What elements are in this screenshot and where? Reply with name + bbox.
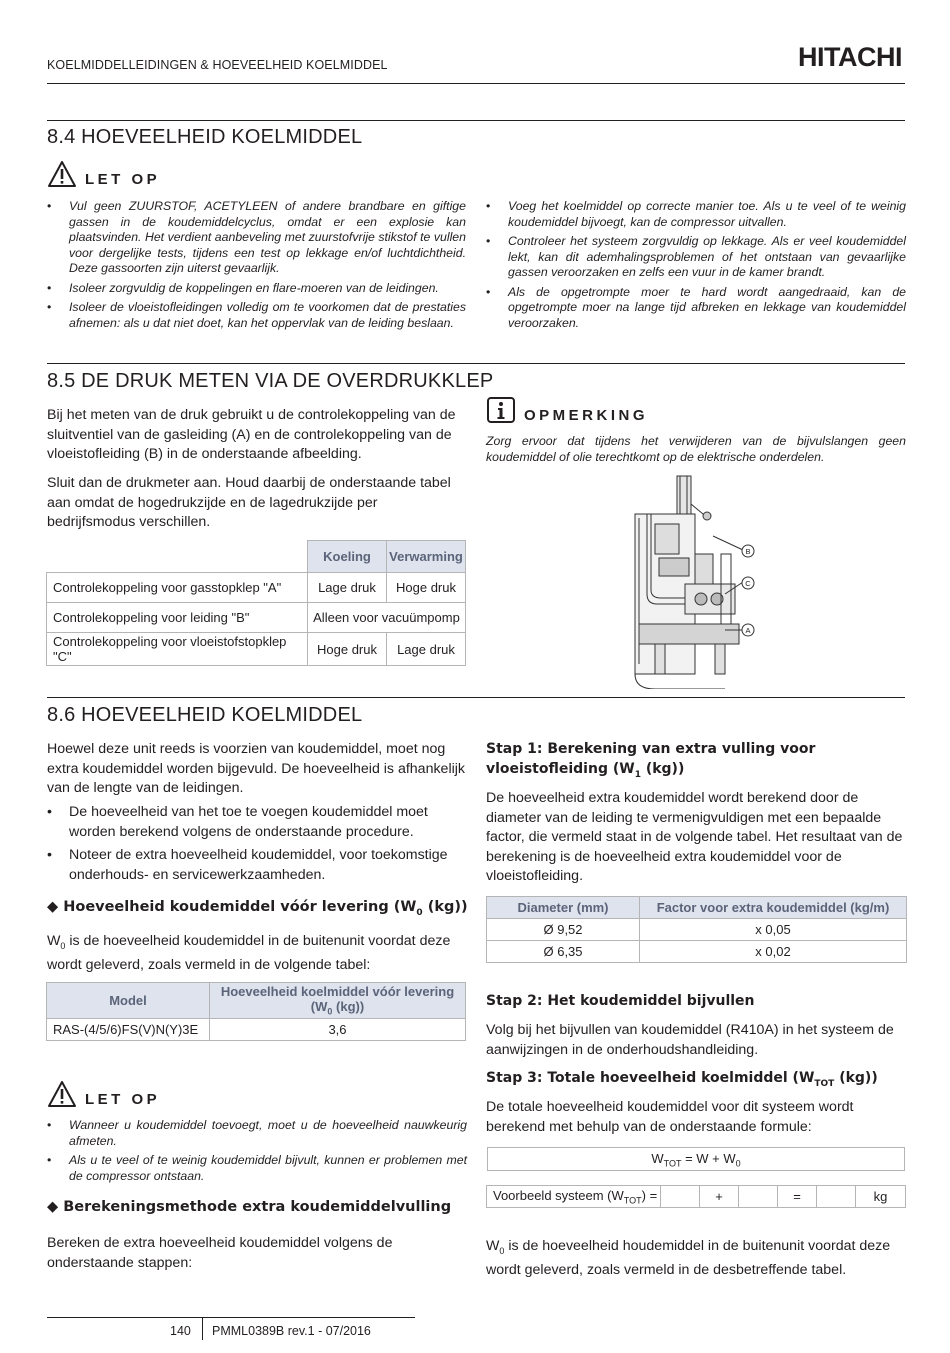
valve-diagram xyxy=(625,474,765,689)
table-header: Hoeveelheid koelmiddel vóór levering ($W_0$ (kg)) xyxy=(210,983,466,1019)
pressure-table xyxy=(46,540,466,666)
table-row xyxy=(47,633,466,666)
table-header: Diameter (mm) xyxy=(487,897,640,919)
warning-list xyxy=(47,1118,467,1188)
list-item: • Noteer de extra hoeveelheid koudemiddel, voor toekomstige onderhouds- en servicewerkzaamheden. xyxy=(47,846,467,885)
paragraph: Hoewel deze unit reeds is voorzien van koudemiddel, moet nog extra koudemiddel worden bijgevuld. De hoeveelheid is afhankelijk van de lengte van de leidingen. xyxy=(47,741,465,796)
method-heading: ◆ Berekeningsmethode extra koudemiddelvulling xyxy=(47,1199,452,1215)
list-item: • Als de opgetrompte moer te hard wordt aangedraaid, kan de opgetrompte moer na lange tijd afbreken en lekkage van koudemiddel veroorzaken. xyxy=(486,285,906,332)
table-row xyxy=(47,1019,466,1041)
footer-rule xyxy=(47,1317,415,1318)
table-cell: RAS-(4/5/6)FS(V)N(Y)3E xyxy=(47,1019,210,1041)
diamond-icon: ◆ xyxy=(47,1199,59,1215)
paragraph: Volg bij het bijvullen van koudemiddel (R410A) in het systeem de aanwijzingen in de onderhoudshandleiding. xyxy=(486,1022,894,1058)
section-title-8-4: 8.4 HOEVEELHEID KOELMIDDEL xyxy=(47,126,363,148)
blank-cell[interactable] xyxy=(661,1186,700,1208)
header-title: KOELMIDDELLEIDINGEN & HOEVEELHEID KOELMIDDEL xyxy=(47,58,388,72)
page-number: 140 xyxy=(170,1324,191,1338)
list-item: • Als u te veel of te weinig koudemiddel bijvult, kunnen er problemen met de compressor ontstaan. xyxy=(47,1153,467,1184)
table-cell: = xyxy=(778,1186,817,1208)
warning-triangle-icon xyxy=(47,1080,77,1108)
table-cell: Alleen voor vacuümpomp xyxy=(308,603,466,633)
table-cell: Hoge druk xyxy=(308,633,387,666)
warning-list-right xyxy=(486,199,906,335)
table-cell: Lage druk xyxy=(387,633,466,666)
w0-heading: ◆ Hoeveelheid koudemiddel vóór levering ($W_0$ (kg)) xyxy=(47,899,468,918)
info-icon xyxy=(486,396,516,424)
table-cell: x 0,02 xyxy=(640,941,907,963)
list-item: • Vul geen ZUURSTOF, ACETYLEEN of andere brandbare en giftige gassen in de koudemiddelcyclus, omdat er een explosie kan plaatsvinden. Het verdient aanbeveling met zuurstofvrije stikstof te vullen voor dergelijke tests, tijdens een test op lekkage en/of luchtdichtheid. Deze gassoorten zijn uiterst gevaarlijk. xyxy=(47,199,466,277)
list-item: • Isoleer de vloeistofleidingen volledig om te voorkomen dat de prestaties afnemen: als u dat niet doet, kan het oppervlak van de leiding beslaan. xyxy=(47,300,466,331)
table-cell: Ø 6,35 xyxy=(487,941,640,963)
blank-cell[interactable] xyxy=(739,1186,778,1208)
example-table xyxy=(486,1185,906,1208)
formula-box: $W_{TOT} = W + W_0$ xyxy=(487,1147,905,1171)
paragraph: $W_0$ is de hoeveelheid koudemiddel in de buitenunit voordat deze wordt geleverd, zoals vermeld in de volgende tabel: xyxy=(47,933,451,974)
table-cell: Voorbeeld systeem $(W_{TOT})$ = xyxy=(487,1186,661,1208)
figure-label-b: B xyxy=(745,547,751,556)
table-row xyxy=(487,941,907,963)
warning-header xyxy=(47,160,160,188)
table-cell: Controlekoppeling voor gasstopklep "A" xyxy=(47,573,308,603)
warning-header xyxy=(47,1080,160,1108)
list-item: • Isoleer zorgvuldig de koppelingen en flare-moeren van de leidingen. xyxy=(47,281,466,297)
bullet-list xyxy=(47,803,467,889)
table-row xyxy=(487,1186,906,1208)
note-header xyxy=(486,396,648,424)
figure-label-a: A xyxy=(745,626,751,635)
figure-label-c: C xyxy=(745,579,751,588)
section-rule xyxy=(47,120,905,121)
table-header: Model xyxy=(47,983,210,1019)
paragraph: $W_0$ is de hoeveelheid houdemiddel in de buitenunit voordat deze wordt geleverd, zoals vermeld in de desbetreffende tabel. xyxy=(486,1238,891,1279)
list-item: • Voeg het koelmiddel op correcte manier toe. Als u te veel of te weinig koudemiddel bijvoegt, kan de compressor uitvallen. xyxy=(486,199,906,230)
table-row xyxy=(47,603,466,633)
stap1-heading: Stap 1: Berekening van extra vulling voor vloeistofleiding ($W_1$ (kg)) xyxy=(486,741,816,780)
table-row xyxy=(487,919,907,941)
warning-label: LET OP xyxy=(85,1090,161,1108)
paragraph: De totale hoeveelheid koudemiddel voor dit systeem wordt berekend met behulp van de onderstaande formule: xyxy=(486,1099,854,1135)
table-header: Factor voor extra koudemiddel (kg/m) xyxy=(640,897,907,919)
diamond-icon: ◆ xyxy=(47,899,59,915)
paragraph: Bij het meten van de druk gebruikt u de controlekoppeling van de sluitventiel van de gasleiding (A) en de controlekoppeling van de vloeistofleiding (B) in de onderstaande afbeelding. xyxy=(47,407,456,462)
table-cell: 3,6 xyxy=(210,1019,466,1041)
table-cell: x 0,05 xyxy=(640,919,907,941)
paragraph: Bereken de extra hoeveelheid koudemiddel volgens de onderstaande stappen: xyxy=(47,1235,393,1271)
footer-divider xyxy=(202,1318,203,1340)
stap3-heading: Stap 3: Totale hoeveelheid koelmiddel ($W_{TOT}$ (kg)) xyxy=(486,1070,878,1089)
list-item: • De hoeveelheid van het toe te voegen koudemiddel moet worden berekend volgens de onderstaande procedure. xyxy=(47,803,467,842)
factor-table xyxy=(486,896,907,963)
section-title-8-5: 8.5 DE DRUK METEN VIA DE OVERDRUKKLEP xyxy=(47,370,494,392)
section-title-8-6: 8.6 HOEVEELHEID KOELMIDDEL xyxy=(47,704,363,726)
doc-id: PMML0389B rev.1 - 07/2016 xyxy=(212,1324,371,1338)
note-label: OPMERKING xyxy=(524,406,649,424)
table-cell: Ø 9,52 xyxy=(487,919,640,941)
table-cell: Lage druk xyxy=(308,573,387,603)
table-cell: Hoge druk xyxy=(387,573,466,603)
table-header: Koeling xyxy=(308,541,387,573)
brand-logo: HITACHI xyxy=(798,42,902,72)
model-table xyxy=(46,982,466,1041)
table-cell: Controlekoppeling voor leiding "B" xyxy=(47,603,308,633)
list-item: • Controleer het systeem zorgvuldig op lekkage. Als er veel koudemiddel lekt, kan dit ademhalingsproblemen of het ontstaan van gevaarlijke gassen veroorzaken en zelfs een vuur in de kamer brandt. xyxy=(486,234,906,281)
warning-list-left xyxy=(47,199,466,335)
header-rule xyxy=(47,83,905,84)
table-header: Verwarming xyxy=(387,541,466,573)
table-cell: + xyxy=(700,1186,739,1208)
list-item: • Wanneer u koudemiddel toevoegt, moet u de hoeveelheid nauwkeurig afmeten. xyxy=(47,1118,467,1149)
stap2-heading: Stap 2: Het koudemiddel bijvullen xyxy=(486,993,755,1009)
blank-cell[interactable] xyxy=(817,1186,856,1208)
table-cell: kg xyxy=(856,1186,906,1208)
warning-label: LET OP xyxy=(85,170,161,188)
section-rule xyxy=(47,363,905,364)
section-rule xyxy=(47,697,905,698)
table-cell: Controlekoppeling voor vloeistofstopklep "C" xyxy=(47,633,308,666)
paragraph: De hoeveelheid extra koudemiddel wordt berekend door de diameter van de leiding te vermenigvuldigen met een bepaalde factor, die vermeld staat in de volgende tabel. Het resultaat van de berekening is de hoeveelheid extra koudemiddel voor de vloeistofleiding. xyxy=(486,790,903,884)
warning-triangle-icon xyxy=(47,160,77,188)
paragraph: Sluit dan de drukmeter aan. Houd daarbij de onderstaande tabel aan omdat de hogedrukzijde en de lagedrukzijde per bedrijfsmodus verschillen. xyxy=(47,475,451,530)
table-row xyxy=(47,573,466,603)
note-text: Zorg ervoor dat tijdens het verwijderen van de bijvulslangen geen koudemiddel of olie terechtkomt op de elektrische onderdelen. xyxy=(486,434,906,464)
